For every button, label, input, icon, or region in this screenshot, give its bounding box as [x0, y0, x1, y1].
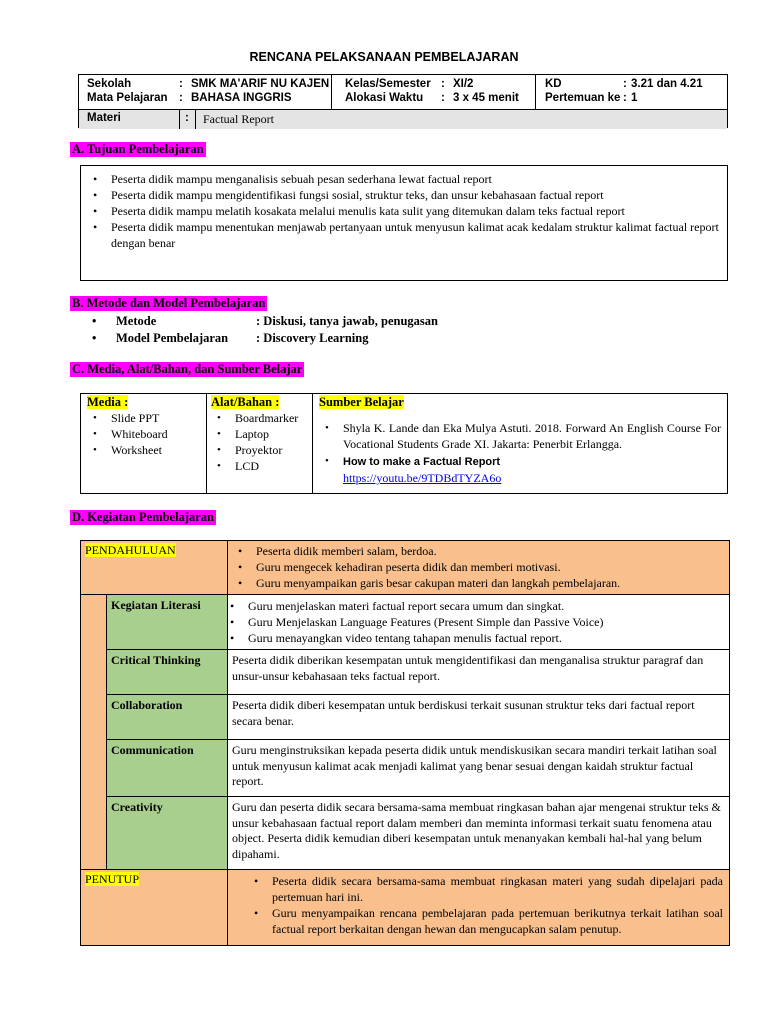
media-label: Media :: [87, 395, 129, 409]
alat-col: [211, 395, 311, 474]
tujuan-item: • Peserta didik mampu menentukan menjawab pertanyaan untuk menyusun kalimat acak kedalam struktur kalimat factual report dengan benar: [87, 219, 721, 251]
critical-row: [81, 650, 730, 695]
media-item: • Worksheet: [87, 442, 203, 458]
metode-row: • Metode : Diskusi, tanya jawab, penugasan: [92, 314, 438, 328]
collab-label: Collaboration: [107, 695, 228, 740]
pertemuan-value: 1: [631, 92, 638, 104]
materi-value: Factual Report: [203, 112, 274, 126]
literasi-item: • Guru menayangkan video tentang tahapan menulis factual report.: [224, 630, 725, 646]
comm-row: [81, 740, 730, 797]
critical-text: Peserta didik diberikan kesempatan untuk mengidentifikasi dan menganalisa struktur paragraf dan unsur-unsur kebahasaan teks factual report.: [228, 650, 730, 695]
penutup-label: PENUTUP: [85, 872, 140, 886]
tujuan-box: [80, 165, 728, 281]
sumber-video-title: How to make a Factual Report: [343, 456, 501, 468]
colon: :: [441, 78, 445, 90]
tujuan-item: • Peserta didik mampu menganalisis sebuah pesan sederhana lewat factual report: [87, 171, 721, 187]
colon: :: [441, 92, 445, 104]
alat-item: • LCD: [211, 458, 311, 474]
alat-label: Alat/Bahan :: [211, 395, 280, 409]
pendahuluan-item: • Guru mengecek kehadiran peserta didik dan memberi motivasi.: [232, 559, 725, 575]
mapel-value: BAHASA INGGRIS: [191, 92, 292, 104]
pendahuluan-item: • Guru menyampaikan garis besar cakupan materi dan langkah pembelajaran.: [232, 575, 725, 591]
media-item: • Slide PPT: [87, 410, 203, 426]
collab-text: Peserta didik diberi kesempatan untuk berdiskusi terkait susunan struktur teks dari factual report secara benar.: [228, 695, 730, 740]
alat-item: • Boardmarker: [211, 410, 311, 426]
section-c-heading: C. Media, Alat/Bahan, dan Sumber Belajar: [72, 362, 303, 376]
penutup-item: • Guru menyampaikan rencana pembelajaran pada pertemuan berikutnya terkait latihan soal factual report berkaitan dengan hewan dan mengucapkan salam penutup.: [248, 905, 723, 937]
metode-block: [92, 313, 438, 347]
kd-value: 3.21 dan 4.21: [631, 78, 703, 90]
collab-row: [81, 695, 730, 740]
penutup-item: • Peserta didik secara bersama-sama membuat ringkasan materi yang sudah dipelajari pada pertemuan hari ini.: [248, 873, 723, 905]
colon: :: [185, 112, 189, 124]
model-row: • Model Pembelajaran : Discovery Learning: [92, 331, 369, 345]
colon: :: [623, 78, 627, 90]
metode-label: Metode: [116, 314, 157, 328]
kd-label: KD: [545, 78, 562, 90]
tujuan-item: • Peserta didik mampu melatih kosakata melalui menulis kata sulit yang ditemukan dalam teks factual report: [87, 203, 721, 219]
model-value: : Discovery Learning: [256, 331, 369, 345]
colon: :: [179, 92, 183, 104]
video-link[interactable]: https://youtu.be/9TDBdTYZA6o: [343, 471, 502, 485]
sekolah-value: SMK MA'ARIF NU KAJEN: [191, 78, 330, 90]
section-d-heading: D. Kegiatan Pembelajaran: [72, 510, 214, 524]
literasi-row: [81, 595, 730, 650]
colon: :: [179, 78, 183, 90]
sumber-list: [319, 420, 721, 486]
pendahuluan-item: • Peserta didik memberi salam, berdoa.: [232, 543, 725, 559]
tujuan-list: [87, 171, 721, 251]
comm-text: Guru menginstruksikan kepada peserta didik untuk mendiskusikan secara mandiri terkait latihan soal untuk menyusun kalimat acak menjadi kalimat yang benar sesuai dengan kaidah struktur factual report.: [228, 740, 730, 797]
sekolah-label: Sekolah: [87, 78, 132, 90]
pendahuluan-row: [81, 541, 730, 595]
model-label: Model Pembelajaran: [116, 331, 229, 345]
materi-label: Materi: [87, 112, 121, 124]
sumber-book: • Shyla K. Lande dan Eka Mulya Astuti. 2018. Forward An English Course For Vocational Students Grade XI. Jakarta: Penerbit Erlangga.: [319, 420, 721, 452]
kegiatan-table: [80, 540, 730, 946]
sumber-video: [319, 453, 721, 486]
colon: :: [623, 92, 627, 104]
sumber-col: [319, 395, 721, 486]
alat-list: [211, 410, 311, 474]
media-table: [80, 393, 728, 494]
alokasi-value: 3 x 45 menit: [453, 92, 519, 104]
penutup-list: [248, 873, 723, 937]
kelas-value: XI/2: [453, 78, 474, 90]
pendahuluan-list: [232, 543, 725, 591]
literasi-label: Kegiatan Literasi: [107, 595, 228, 650]
media-col: [87, 395, 203, 458]
alat-item: • Proyektor: [211, 442, 311, 458]
kelas-label: Kelas/Semester: [345, 78, 431, 90]
comm-label: Communication: [107, 740, 228, 797]
literasi-item: • Guru menjelaskan materi factual report secara umum dan singkat.: [224, 598, 725, 614]
creat-label: Creativity: [107, 797, 228, 870]
alat-item: • Laptop: [211, 426, 311, 442]
materi-row: [79, 109, 727, 129]
pendahuluan-label: PENDAHULUAN: [85, 543, 176, 557]
mapel-label: Mata Pelajaran: [87, 92, 168, 104]
page-title: RENCANA PELAKSANAAN PEMBELAJARAN: [249, 50, 519, 64]
pertemuan-label: Pertemuan ke: [545, 92, 621, 104]
critical-label: Critical Thinking: [107, 650, 228, 695]
penutup-row: [81, 870, 730, 946]
metode-value: : Diskusi, tanya jawab, penugasan: [256, 314, 438, 328]
creat-text: Guru dan peserta didik secara bersama-sama membuat ringkasan bahan ajar mengenai struktur teks & unsur kebahasaan factual report dalam memberi dan meminta informasi terkait suatu fenomena atau object. Peserta didik kemudian diberi kesempatan untuk menanyakan kembali hal-hal yang belum dipahami.: [228, 797, 730, 870]
creat-row: [81, 797, 730, 870]
sumber-label: Sumber Belajar: [319, 395, 404, 409]
literasi-list: [224, 598, 725, 646]
literasi-item: • Guru Menjelaskan Language Features (Present Simple dan Passive Voice): [224, 614, 725, 630]
alokasi-label: Alokasi Waktu: [345, 92, 424, 104]
section-a-heading: A. Tujuan Pembelajaran: [72, 142, 204, 156]
media-list: [87, 410, 203, 458]
tujuan-item: • Peserta didik mampu mengidentifikasi fungsi sosial, struktur teks, dan unsur kebahasaan factual report: [87, 187, 721, 203]
section-b-heading: B. Metode dan Model Pembelajaran: [72, 296, 266, 310]
header-info-table: [78, 74, 728, 128]
media-item: • Whiteboard: [87, 426, 203, 442]
